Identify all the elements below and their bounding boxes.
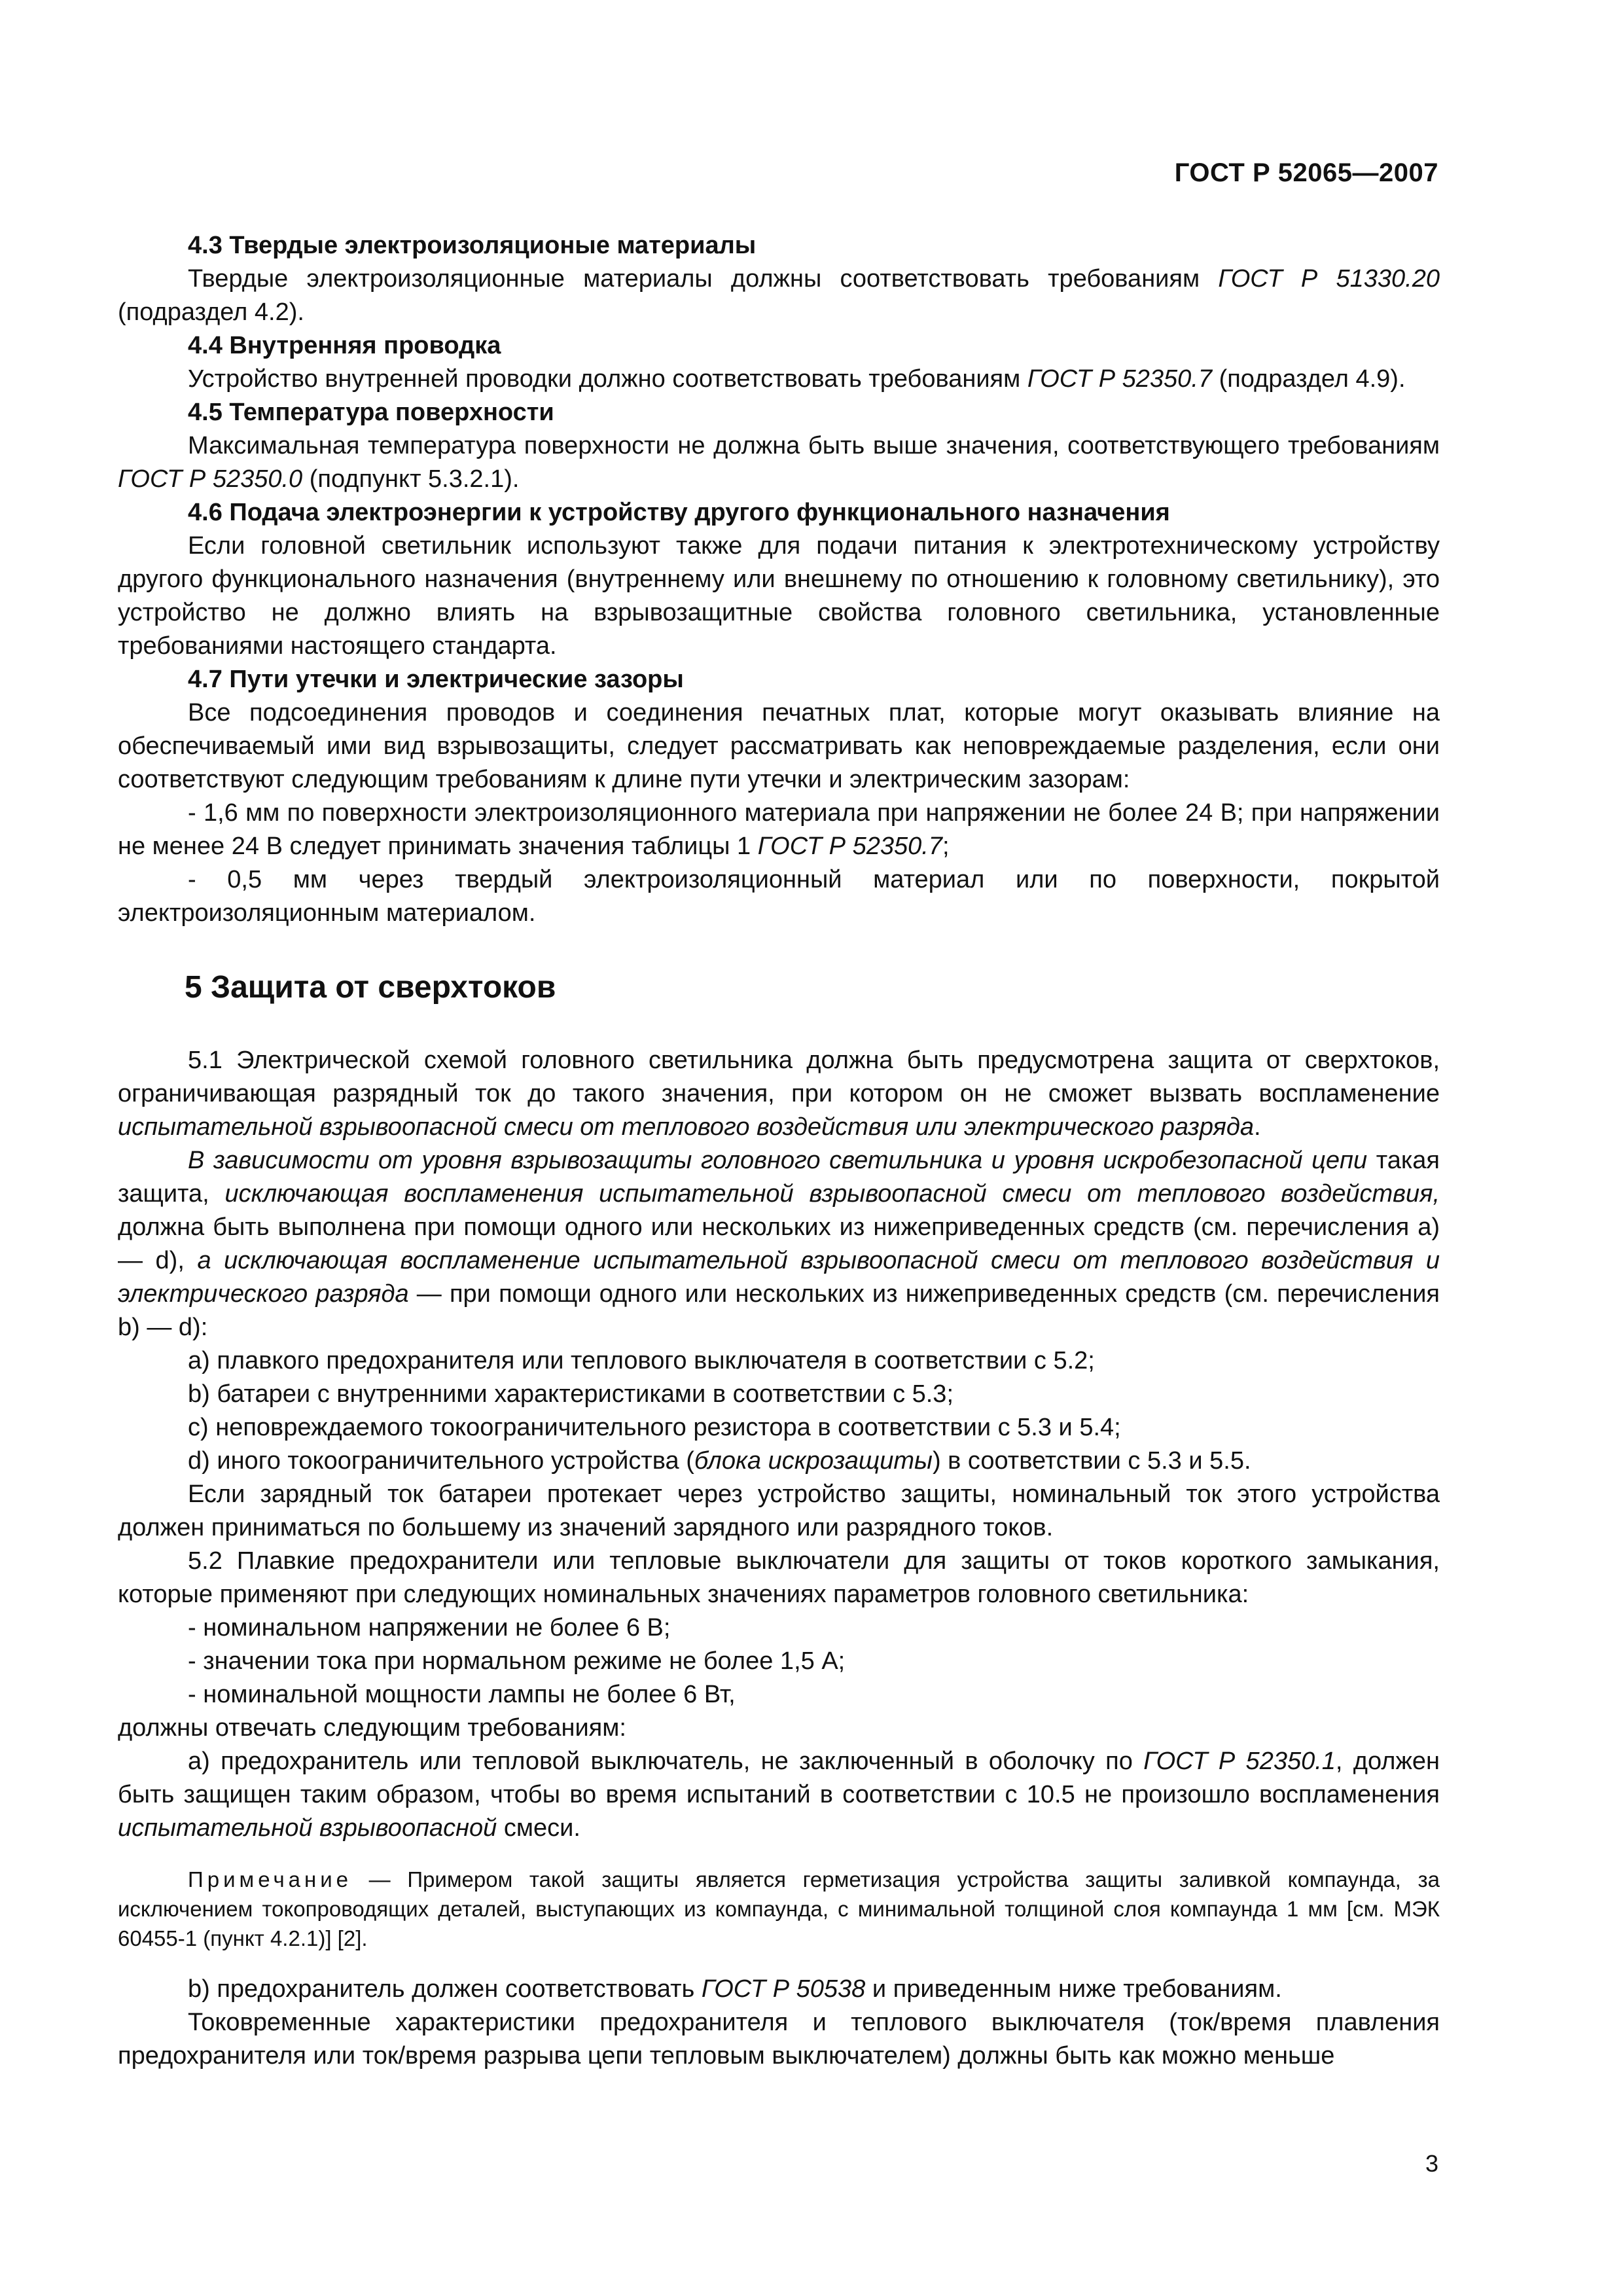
clause-5-1-text: 5.1 Электрической схемой головного светильника должна быть предусмотрена защита от сверхтоков, ограничивающая разрядный ток до такого значения, при котором он не сможет вызвать воспламенение испытательной взрывоопасной смеси от теплового воздействия или электрического разряда. <box>118 1047 1440 1141</box>
section-4-4-heading: 4.4 Внутренняя проводка <box>188 332 501 359</box>
section-4-3-heading: 4.3 Твердые электроизоляционые материалы <box>188 232 757 259</box>
section-4-3-text: Твердые электроизоляционные материалы должны соответствовать требованиям ГОСТ Р 51330.20 (подраздел 4.2). <box>118 265 1440 326</box>
section-4-6-heading: 4.6 Подача электроэнергии к устройству другого функционального назначения <box>188 499 1170 526</box>
section-4-7-bullet-2: - 0,5 мм через твердый электроизоляционный материал или по поверхности, покрытой электроизоляционным материалом. <box>118 866 1440 927</box>
standard-reference: ГОСТ Р 50538 <box>701 1975 866 2003</box>
section-4-5-text: Максимальная температура поверхности не должна быть выше значения, соответствующего требованиям ГОСТ Р 52350.0 (подпункт 5.3.2.1). <box>118 432 1440 493</box>
section-5-heading: 5 Защита от сверхтоков <box>185 970 556 1005</box>
standard-reference: ГОСТ Р 52350.7 <box>1027 365 1213 393</box>
list-item-b: b) батареи с внутренними характеристиками в соответствии с 5.3; <box>188 1380 954 1408</box>
list-item-c: c) неповреждаемого токоограничительного резистора в соответствии с 5.3 и 5.4; <box>188 1414 1121 1441</box>
clause-5-2-requirements: должны отвечать следующим требованиям: <box>118 1714 626 1742</box>
requirement-a: a) предохранитель или тепловой выключатель, не заключенный в оболочку по ГОСТ Р 52350.1, должен быть защищен таким образом, чтобы во время испытаний в соответствии с 10.5 не произошло воспламенения испытательной взрывоопасной смеси. <box>118 1748 1440 1842</box>
section-4-7-heading: 4.7 Пути утечки и электрические зазоры <box>188 666 684 693</box>
section-4-5-heading: 4.5 Температура поверхности <box>188 399 554 426</box>
standard-reference: ГОСТ Р 52350.7 <box>757 833 942 860</box>
note-text: — Примером такой защиты является герметизация устройства защиты заливкой компаунда, за исключением токопроводящих деталей, выступающих из компаунда, с минимальной толщиной слоя компаунда 1 мм [см. МЭК 60455-1 (пункт 4.2.1)] [2]. <box>118 1867 1440 1950</box>
param-item-current: - значении тока при нормальном режиме не более 1,5 А; <box>188 1647 846 1675</box>
list-item-d: d) иного токоограничительного устройства (блока искрозащиты) в соответствии с 5.3 и 5.5. <box>188 1447 1251 1475</box>
clause-5-1-charging: Если зарядный ток батареи протекает через устройство защиты, номинальный ток этого устройства должен приниматься по большему из значений зарядного или разрядного токов. <box>118 1480 1440 1541</box>
standard-reference: ГОСТ Р 51330.20 <box>1218 265 1440 293</box>
note-label: Примечание <box>188 1867 353 1892</box>
section-4-6-text: Если головной светильник используют также для подачи питания к электротехническому устройству другого функционального назначения (внутреннему или внешнему по отношению к головному светильнику), это устройство не должно влиять на взрывозащитные свойства головного светильника, установленные требованиями настоящего стандарта. <box>118 532 1440 660</box>
section-4-7-text: Все подсоединения проводов и соединения печатных плат, которые могут оказывать влияние на обеспечиваемый ими вид взрывозащиты, следует рассматривать как неповреждаемые разделения, если они соответствуют следующим требованиям к длине пути утечки и электрическим зазорам: <box>118 699 1440 793</box>
requirement-b: b) предохранитель должен соответствовать ГОСТ Р 50538 и приведенным ниже требованиям. <box>188 1975 1282 2003</box>
clause-5-1-means: В зависимости от уровня взрывозащиты головного светильника и уровня искробезопасной цепи такая защита, исключающая воспламенения испытательной взрывоопасной смеси от теплового воздействия, должна быть выполнена при помощи одного или нескольких из нижеприведенных средств (см. перечисления a) — d), а исключающая воспламенение испытательной взрывоопасной смеси от теплового воздействия и электрического разряда — при помощи одного или нескольких из нижеприведенных средств (см. перечисления b) — d): <box>118 1147 1440 1341</box>
note <box>118 1865 1440 1953</box>
list-item-a: a) плавкого предохранителя или теплового выключателя в соответствии с 5.2; <box>188 1347 1095 1374</box>
clause-5-2-characteristics: Токовременные характеристики предохранителя и теплового выключателя (ток/время плавления предохранителя или ток/время разрыва цепи тепловым выключателем) должны быть как можно меньше <box>118 2009 1440 2070</box>
clause-5-2-text: 5.2 Плавкие предохранители или тепловые выключатели для защиты от токов короткого замыкания, которые применяют при следующих номинальных значениях параметров головного светильника: <box>118 1547 1440 1608</box>
standard-reference: ГОСТ Р 52350.0 <box>118 465 303 493</box>
section-4-7-bullet-1: - 1,6 мм по поверхности электроизоляционного материала при напряжении не более 24 В; при напряжении не менее 24 В следует принимать значения таблицы 1 ГОСТ Р 52350.7; <box>118 799 1440 860</box>
standard-reference: ГОСТ Р 52350.1 <box>1143 1748 1336 1775</box>
document-body <box>118 229 1440 2073</box>
param-item-power: - номинальной мощности лампы не более 6 Вт, <box>188 1681 736 1708</box>
standard-header: ГОСТ Р 52065—2007 <box>1174 158 1438 187</box>
section-4-4-text: Устройство внутренней проводки должно соответствовать требованиям ГОСТ Р 52350.7 (подраздел 4.9). <box>188 365 1406 393</box>
page-number: 3 <box>1425 2150 1438 2177</box>
param-item-voltage: - номинальном напряжении не более 6 В; <box>188 1614 671 1641</box>
